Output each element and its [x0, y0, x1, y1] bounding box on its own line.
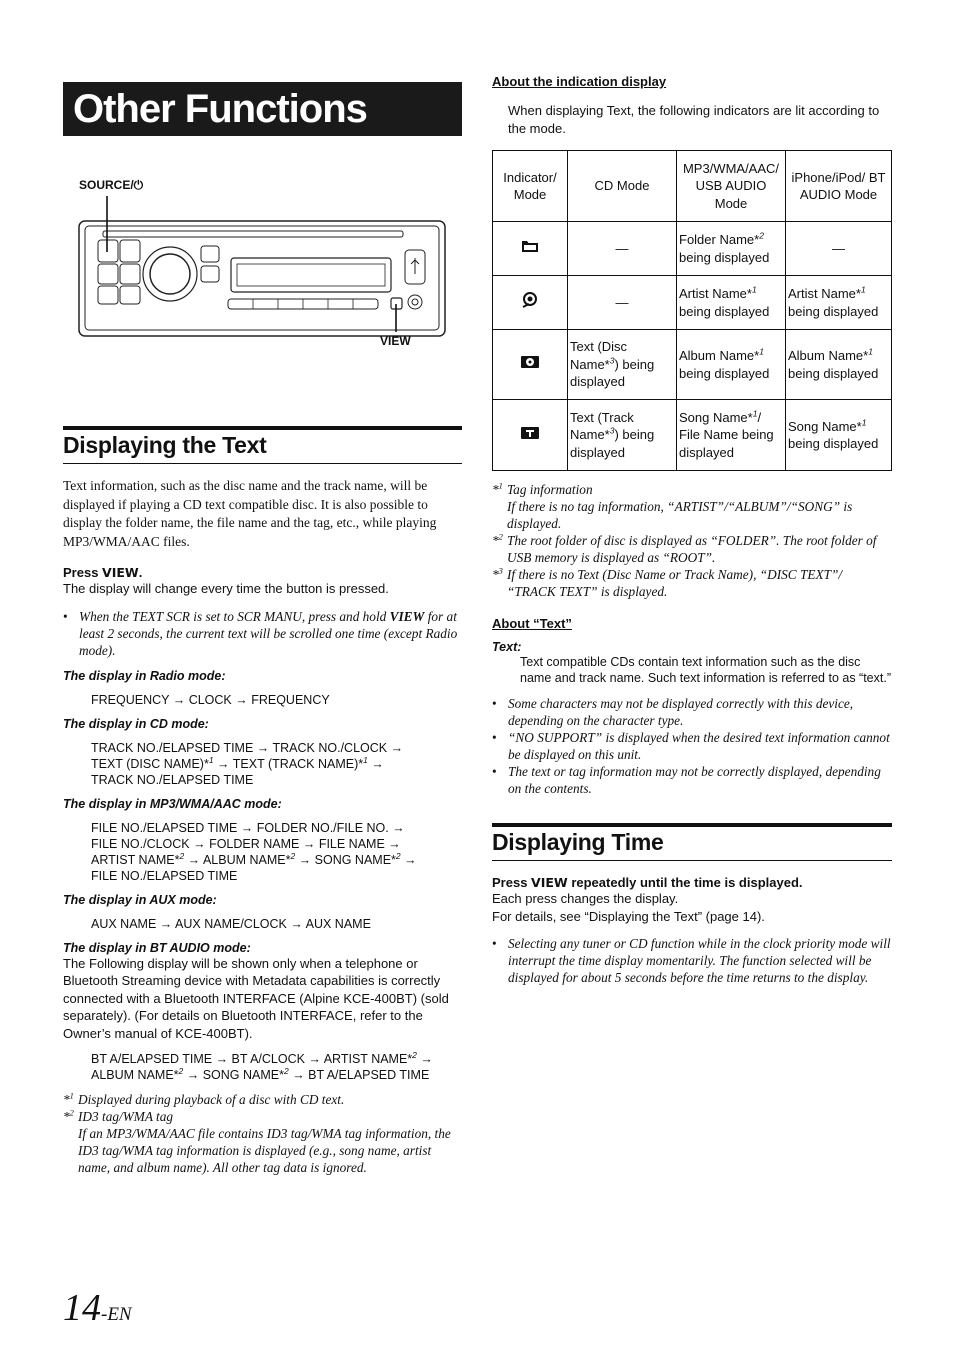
bt-desc: The Following display will be shown only when a telephone or Bluetooth Streaming device with Metadata capabilities is correctly connected with a Bluetooth INTERFACE (Alpine KCE-400BT) (sold separately). (For details on Bluetooth INTERFACE, refer to the Owner’s manual of KCE-400BT).: [63, 955, 449, 1041]
left-column: [63, 82, 462, 1176]
press-view-time-heading: Press VIEW repeatedly until the time is displayed.: [492, 875, 803, 890]
section-title-displaying-text: Displaying the Text: [63, 426, 462, 464]
press-view-heading: Press VIEW.: [63, 565, 143, 580]
view-key: VIEW: [531, 875, 568, 890]
table-footnotes: *$^1$ Tag information If there is no tag information, “ARTIST”/“ALBUM”/“SONG” is displayed. *$^2$ The root folder of disc is displayed as “FOLDER”. The root folder of USB memory is displayed as “ROOT”. *$^3$ If there is no Text (Disc Name or Track Name), “DISC TEXT”/ “TRACK TEXT” is displayed.: [492, 480, 877, 599]
cd-mode-heading: The display in CD mode:: [63, 716, 209, 731]
time-line2: For details, see “Displaying the Text” (page 14).: [492, 908, 765, 924]
about-text-notes: • Some characters may not be displayed correctly with this device, depending on the character type. • “NO SUPPORT” is displayed when the desired text information cannot be displayed on this unit. • The text or tag information may not be correctly displayed, depending on the contents.: [492, 695, 892, 797]
press-view-desc: The display will change every time the button is pressed.: [63, 581, 389, 596]
indication-intro: When displaying Text, the following indicators are lit according to the mode.: [508, 103, 880, 136]
intro-paragraph: Text information, such as the disc name and the track name, will be displayed if playing a CD text compatible disc. It is also possible to display the folder name, the file name and the tag, etc., while playing MP3/WMA/AAC files.: [63, 478, 437, 549]
mp3-mode-heading: The display in MP3/WMA/AAC mode:: [63, 796, 282, 811]
indication-heading: About the indication display: [492, 74, 667, 89]
right-column: [492, 74, 892, 986]
table-row: — Artist Name*$^1$ being displayed Artist Name*$^1$ being displayed: [493, 276, 892, 330]
scroll-note: • When the TEXT SCR is set to SCR MANU, press and hold VIEW for at least 2 seconds, the current text will be scrolled one time (except Radio mode).: [63, 608, 462, 659]
aux-mode-heading: The display in AUX mode:: [63, 892, 217, 907]
table-row: — Folder Name*$^2$ being displayed —: [493, 222, 892, 276]
bt-sequence: BT A/ELAPSED TIME → BT A/CLOCK → ARTIST NAME*$^2$ → ALBUM NAME*$^2$ → SONG NAME*$^2$ → BT A/ELAPSED TIME: [91, 1049, 433, 1082]
table-row: Text (Track Name*$^3$) being displayed Song Name*$^1$/ File Name being displayed Song Name*$^1$ being displayed: [493, 400, 892, 471]
head-unit-illustration: [63, 174, 462, 374]
view-key: VIEW: [102, 565, 139, 580]
indicator-table: [492, 150, 892, 471]
text-term: Text:: [492, 640, 522, 654]
radio-sequence: FREQUENCY → CLOCK → FREQUENCY: [91, 692, 330, 707]
artist-icon: [519, 291, 541, 309]
table-header-row: Indicator/ Mode CD Mode MP3/WMA/AAC/ USB AUDIO Mode iPhone/iPod/ BT AUDIO Mode: [493, 151, 892, 222]
bt-mode-heading: The display in BT AUDIO mode:: [63, 940, 251, 955]
source-label: SOURCE/⏻: [79, 178, 144, 192]
section-title-displaying-time: Displaying Time: [492, 823, 892, 861]
page-number: 14-EN: [63, 1287, 132, 1329]
cd-sequence: TRACK NO./ELAPSED TIME → TRACK NO./CLOCK → TEXT (DISC NAME)*$^1$ → TEXT (TRACK NAME)*$^1$ → TRACK NO./ELAPSED TIME: [91, 740, 404, 787]
album-disc-icon: [519, 354, 541, 370]
aux-sequence: AUX NAME → AUX NAME/CLOCK → AUX NAME: [91, 916, 371, 931]
table-row: Text (Disc Name*$^3$) being displayed Album Name*$^1$ being displayed Album Name*$^1$ being displayed: [493, 330, 892, 400]
text-definition: Text compatible CDs contain text information such as the disc name and track name. Such text information is referred to as “text.”: [520, 655, 891, 685]
folder-icon: [519, 238, 541, 254]
view-label: VIEW: [380, 334, 411, 348]
time-line1: Each press changes the display.: [492, 891, 679, 906]
about-text-heading: About “Text”: [492, 616, 572, 631]
left-footnotes: *$^1$ Displayed during playback of a disc with CD text. *$^2$ ID3 tag/WMA tag If an MP3/WMA/AAC file contains ID3 tag/WMA tag information, the ID3 tag/WMA tag information is displayed (e.g., song name, artist name, and album name). All other tag data is ignored.: [63, 1090, 451, 1175]
radio-mode-heading: The display in Radio mode:: [63, 668, 226, 683]
track-text-icon: [519, 425, 541, 441]
mp3-sequence: FILE NO./ELAPSED TIME → FOLDER NO./FILE NO. → FILE NO./CLOCK → FOLDER NAME → FILE NAME → ARTIST NAME*$^2$ → ALBUM NAME*$^2$ → SONG NAME*$^2$ → FILE NO./ELAPSED TIME: [91, 820, 417, 883]
chapter-title: Other Functions: [63, 82, 462, 136]
clock-priority-note: • Selecting any tuner or CD function while in the clock priority mode will interrupt the time display momentarily. The function selected will be displayed for about 5 seconds before the time returns to the display.: [492, 935, 892, 986]
